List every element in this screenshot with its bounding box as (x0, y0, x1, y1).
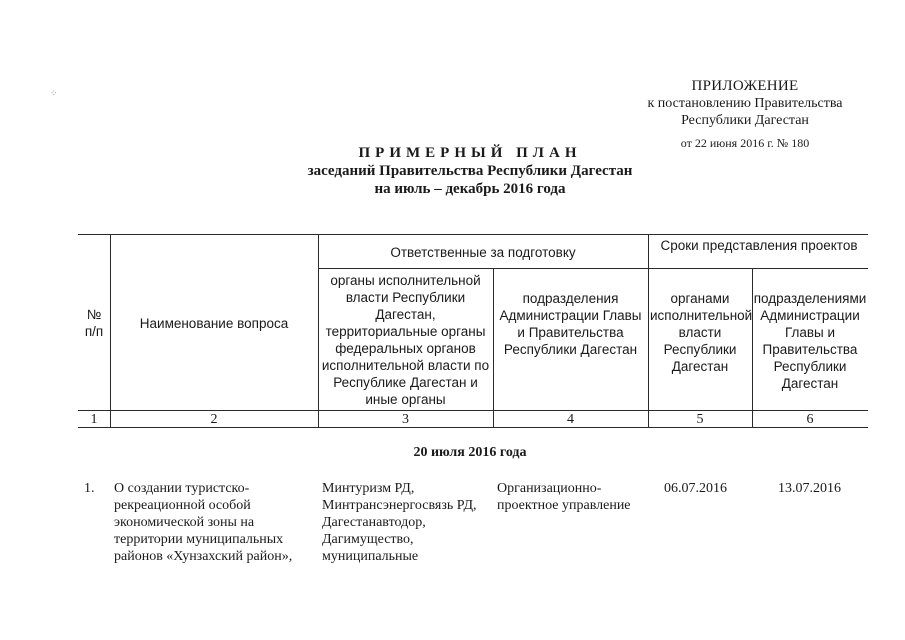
plan-title (300, 144, 640, 198)
header-responsible: Ответственные за подготовку (390, 245, 576, 260)
header-organs: органы исполнительной власти Республики Дагестан, территориальные органы федеральных органов исполнительной власти по Республике Дагестан и иные органы (321, 273, 490, 407)
group-divider (318, 268, 868, 269)
col-number-2: 2 (210, 412, 218, 427)
col-divider-1 (110, 234, 111, 428)
appendix-line2: Республики Дагестан (681, 113, 809, 128)
col-number-3: 3 (402, 412, 409, 427)
header-name: Наименование вопроса (139, 316, 289, 331)
header-deadlines: Сроки представления проектов (660, 238, 858, 253)
header-by-organs: органами исполнительной власти Республики Дагестан (650, 291, 753, 374)
appendix-line1: к постановлению Правительства (647, 96, 843, 111)
row-admin: Организационно-проектное управление (497, 481, 631, 513)
col-number-6: 6 (806, 412, 814, 427)
col-number-5: 5 (696, 412, 704, 427)
col-divider-3 (493, 268, 494, 428)
row-question: О создании туристско-рекреационной особой экономической зоны на территории муниципальных районов «Хунзахский район», (114, 481, 293, 564)
header-admin: подразделения Администрации Главы и Правительства Республики Дагестан (499, 291, 642, 357)
header-num: № п/п (84, 307, 104, 339)
row-number: 1. (84, 481, 95, 496)
section-date-heading: 20 июля 2016 года (413, 445, 527, 460)
appendix-title: ПРИЛОЖЕНИЕ (691, 78, 799, 94)
row-deadline-organs: 06.07.2016 (664, 481, 727, 496)
table-top-border (78, 234, 868, 235)
scan-speck: ⁘ (50, 88, 58, 98)
header-by-units: подразделениями Администрации Главы и Правительства Республики Дагестан (753, 291, 867, 391)
col-divider-4 (648, 234, 649, 428)
plan-heading: ПРИМЕРНЫЙ ПЛАН (358, 145, 582, 161)
col-number-4: 4 (567, 412, 574, 427)
plan-subtitle: заседаний Правительства Республики Дагестан (307, 163, 633, 179)
plan-period: на июль – декабрь 2016 года (374, 181, 566, 197)
col-number-1: 1 (90, 412, 98, 427)
appendix-block (600, 78, 890, 152)
row-organs: Минтуризм РД, Минтрансэнергосвязь РД, Дагестанавтодор, Дагимущество, муниципальные (322, 481, 477, 564)
col-divider-2 (318, 234, 319, 428)
appendix-date: от 22 июня 2016 г. № 180 (680, 136, 810, 150)
row-deadline-units: 13.07.2016 (778, 481, 841, 496)
